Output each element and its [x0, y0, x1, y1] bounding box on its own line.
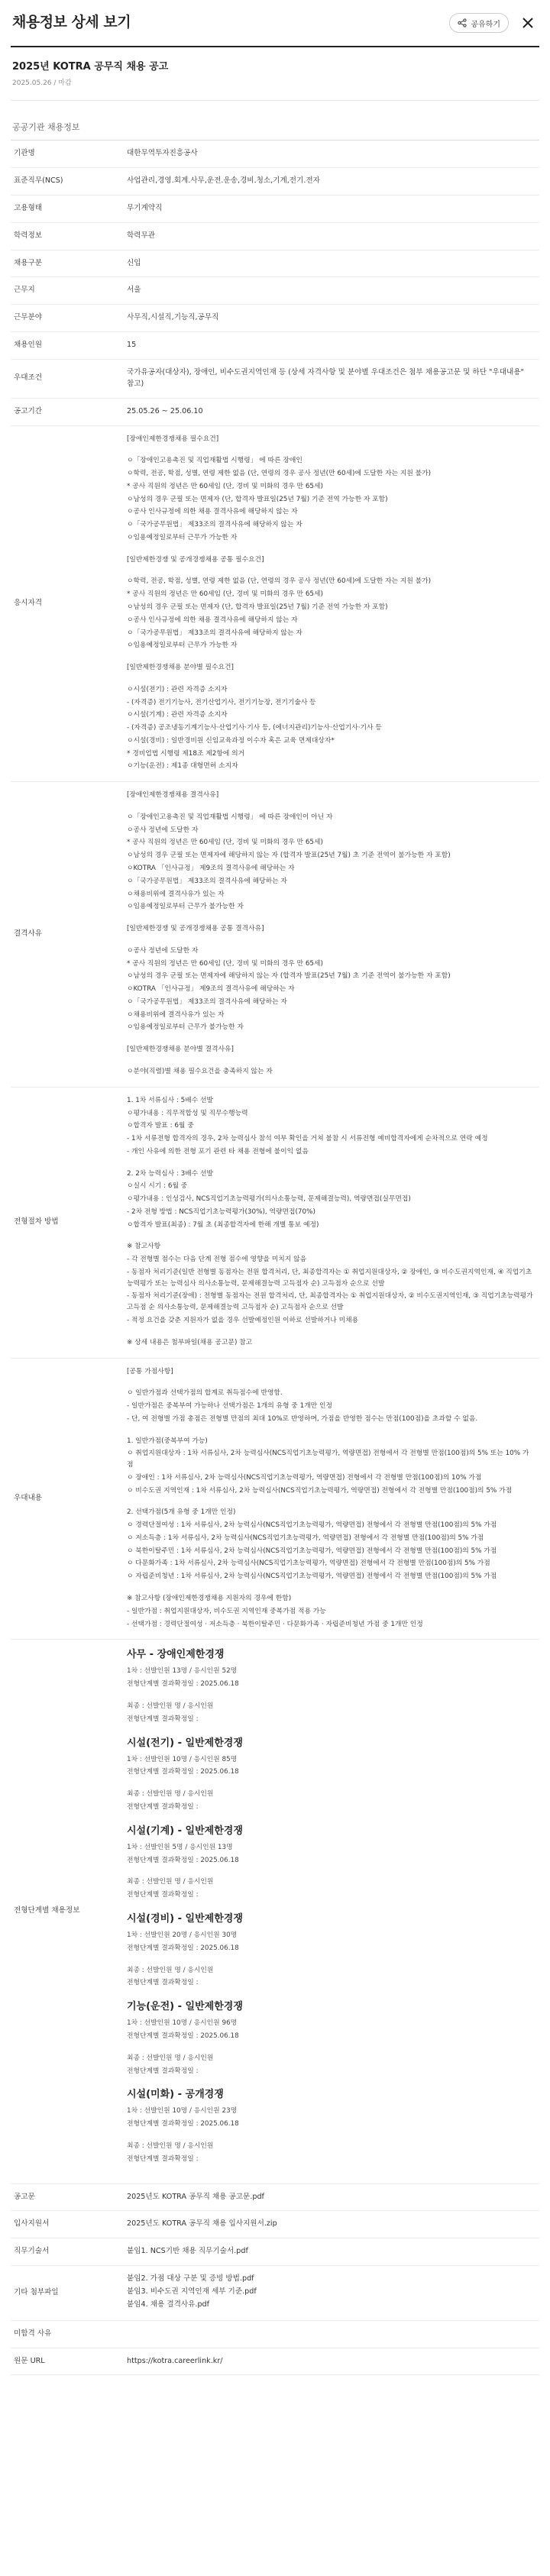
text-line: 1차 : 선발인원 10명 / 응시인원 96명	[127, 2019, 238, 2028]
text-line: ㅇ 비수도권 지역인재 : 1차 서류심사, 2차 능력심사(NCS직업기초능력평가, 역량면접) 전형에서 각 전형별 만점(100점)의 5% 가점	[127, 1486, 513, 1495]
line-gap	[127, 1498, 533, 1507]
value-employment: 무기계약직	[127, 203, 163, 212]
text-line: ㅇ 자립준비청년 : 1차 서류심사, 2차 능력심사(NCS직업기초능력평가, 역량면접) 전형에서 각 전형별 만점(100점)의 5% 가점	[127, 1572, 497, 1581]
value-unsuccessful	[121, 2321, 539, 2348]
text-line: 최종 : 선발인원 명 / 응시인원	[127, 1790, 214, 1799]
label-employment: 고용형태	[14, 203, 43, 212]
text-line: ㅇ임용예정일로부터 근무가 불가능한 자	[127, 1023, 244, 1032]
text-line: ㅇ「국가공무원법」 제33조의 결격사유에 해당하지 않는 자	[127, 521, 302, 529]
line-gap	[127, 1057, 533, 1066]
label-location: 근무지	[14, 286, 35, 295]
text-line: ㅇ「국가공무원법」 제33조의 결격사유에 해당하는 자	[127, 877, 287, 885]
label-ncs: 표준직무(NCS)	[14, 176, 63, 185]
label-application: 입사지원서	[14, 2219, 50, 2229]
share-button-label: 공유하기	[471, 20, 500, 29]
line-gap	[127, 2132, 533, 2141]
text-line: [일반제한경쟁 및 공개경쟁채용 공통 필수요건]	[127, 555, 264, 564]
label-original-url: 원문 URL	[14, 2356, 45, 2365]
text-line: ㅇ 다문화가족 : 1차 서류심사, 2차 능력심사(NCS직업기초능력평가, 역량면접) 전형에서 각 전형별 만점(100점)의 5% 가점	[127, 1559, 490, 1568]
text-line: - 개인 사유에 의한 전형 포기 관련 타 채용 전형에 불이익 없음	[127, 1147, 309, 1155]
text-line: - 단, 여 전형별 가점 총점은 전형별 만점의 최대 10%로 반영하며, 가점을 반영한 점수는 만점(100점)을 초과할 수 없음.	[127, 1414, 478, 1423]
value-work-field: 사무직,시설직,기능직,공무직	[127, 313, 219, 322]
text-line: ㅇ실시 시기 : 6월 중	[127, 1182, 188, 1191]
value-ncs: 사업관리,경영.회계.사무,운전.운송,경비.청소,기계,전기.전자	[127, 176, 320, 185]
text-line: 최종 : 선발인원 명 / 응시인원	[127, 1966, 214, 1974]
share-button[interactable]	[449, 13, 509, 33]
row-preferential	[11, 1359, 539, 1640]
value-period: 25.05.26 ~ 25.06.10	[127, 406, 203, 415]
value-preferential	[121, 1359, 539, 1640]
row-employment	[11, 196, 539, 223]
text-line: * 공사 직원의 정년은 만 60세임 (단, 경비 및 미화의 경우 만 65세)	[127, 839, 323, 847]
label-results: 전형단계별 채용정보	[14, 1906, 80, 1915]
text-line: ㅇKOTRA 「인사규정」 제9조의 결격사유에 해당하는 자	[127, 865, 295, 873]
job-result-title: 시설(전기) - 일반제한경쟁	[127, 1737, 243, 1749]
line-gap	[127, 545, 533, 554]
post-meta: 2025.05.26 / 마감	[12, 79, 72, 88]
file-link[interactable]: 붙임4. 채용 결격사유.pdf	[127, 2300, 209, 2309]
text-line: ㅇ공사 인사규정에 의한 채용 결격사유에 해당하지 않는 자	[127, 616, 298, 624]
value-headcount: 15	[127, 341, 137, 350]
line-gap	[127, 1584, 533, 1593]
text-line: - 일반가점은 중복부여 가능하나 선택가점은 1개의 유형 중 1개만 인정	[127, 1402, 332, 1411]
text-line: ㅇ채용비위에 결격사유가 있는 자	[127, 890, 225, 898]
value-process	[121, 1088, 539, 1358]
text-line: ㅇ남성의 경우 군필 또는 면제자 (단, 합격자 발표일(25년 7월) 기준 전역 가능한 자 포함)	[127, 603, 388, 611]
label-education: 학력정보	[14, 231, 43, 240]
text-line: [장애인제한경쟁채용 결격사유]	[127, 791, 219, 800]
share-icon	[458, 18, 467, 27]
text-line: 1차 : 선발인원 10명 / 응시인원 23명	[127, 2107, 238, 2115]
line-gap	[127, 1159, 533, 1168]
text-line: 전형단계별 결과확정일 : 2025.06.18	[127, 1944, 239, 1952]
text-line: - 2차 전형 방법 : NCS직업기초능력평가(30%), 역량면접(70%)	[127, 1207, 315, 1216]
post-title: 2025년 KOTRA 공무직 채용 공고	[12, 61, 169, 73]
line-gap	[127, 446, 533, 455]
text-line: 전형단계별 결과확정일 : 2025.06.18	[127, 1768, 239, 1776]
text-line: 2. 2차 능력심사 : 3배수 선발	[127, 1169, 214, 1178]
text-line: - 동점자 처리기준(장애) : 전형별 동점자는 전원 합격처리, 단, 최종합격자는 ① 취업지원대상자, ② 비수도권지역인재, ③ 직업기초능력평가 고득점 순 의사소통능력, 문제해결능력 고득점자 순) 고득점자 순으로 선발	[127, 1292, 533, 1312]
row-education	[11, 223, 539, 250]
job-result-item	[127, 1912, 533, 1989]
row-notice	[11, 2184, 539, 2212]
text-line: ㅇ학력, 전공, 학점, 성별, 연령 제한 없음 (단, 연령의 경우 공사 정년(만 60세)에 도달한 자는 지원 불가)	[127, 470, 432, 478]
line-gap	[127, 1427, 533, 1436]
text-line: ㅇ공사 인사규정에 의한 채용 결격사유에 해당하지 않는 자	[127, 508, 298, 516]
text-line: - (자격증) 전기기능사, 전기산업기사, 전기기능장, 전기기술사 등	[127, 698, 316, 706]
job-result-item	[127, 1736, 533, 1813]
text-line: ㅇ남성의 경우 군필 또는 면제자에 해당하지 않는 자 (합격자 발표(25년 7월) 초 기준 전역이 불가능한 자 포함)	[127, 852, 451, 860]
text-line: * 공사 직원의 정년은 만 60세임 (단, 경비 및 미화의 경우 만 65세)	[127, 482, 323, 490]
text-line: 전형단계별 결과확정일 : 2025.06.18	[127, 1856, 239, 1864]
text-line: 전형단계별 결과확정일 :	[127, 1802, 199, 1811]
text-line: ㅇ「장애인고용촉진 및 직업재활법 시행령」 에 따른 장애인이 아닌 자	[127, 813, 333, 821]
line-gap	[127, 653, 533, 662]
row-process	[11, 1088, 539, 1359]
text-line: 1. 1차 서류심사 : 5배수 선발	[127, 1096, 214, 1104]
row-disqualification	[11, 782, 539, 1088]
line-gap	[127, 936, 533, 945]
text-line: 2. 선택가점(5개 유형 중 1개만 인정)	[127, 1508, 236, 1517]
row-work-field	[11, 305, 539, 332]
label-preference: 우대조건	[14, 373, 43, 383]
line-gap	[127, 1779, 533, 1789]
text-line: ㅇ임용예정일로부터 근무가 불가능한 자	[127, 903, 244, 911]
text-line: ㅇ「국가공무원법」 제33조의 결격사유에 해당하는 자	[127, 997, 287, 1006]
job-result-title: 시설(미화) - 공개경쟁	[127, 2089, 224, 2101]
line-gap	[127, 1692, 533, 1701]
text-line: ㅇ 북한이탈주민 : 1차 서류심사, 2차 능력심사(NCS직업기초능력평가, 역량면접) 전형에서 각 전형별 만점(100점)의 5% 가점	[127, 1547, 497, 1555]
line-gap	[127, 1956, 533, 1965]
value-education: 학력무관	[127, 231, 156, 240]
row-period	[11, 399, 539, 426]
text-line: ※ 참고사항	[127, 1243, 161, 1251]
value-location: 서울	[127, 286, 141, 295]
row-application	[11, 2211, 539, 2238]
text-line: ㅇ「국가공무원법」 제33조의 결격사유에 해당하지 않는 자	[127, 629, 302, 637]
row-job-description	[11, 2238, 539, 2266]
post-title-area	[11, 47, 539, 101]
line-gap	[127, 914, 533, 923]
text-line: ㅇ공사 정년에 도달한 자	[127, 826, 199, 834]
text-line: 1차 : 선발인원 20명 / 응시인원 30명	[127, 1931, 238, 1940]
line-gap	[127, 1378, 533, 1388]
close-icon	[522, 17, 534, 29]
line-gap	[127, 675, 533, 684]
text-line: ㅇ공사 정년에 도달한 자	[127, 946, 199, 955]
value-qualification	[121, 426, 539, 782]
line-gap	[127, 1867, 533, 1876]
label-disqualification: 결격사유	[14, 929, 43, 939]
text-line: - (자격증) 공조냉동기계기능사·산업기사·기사 등, (에너지관리)기능사·산업기사·기사 등	[127, 724, 382, 732]
text-line: 전형단계별 결과확정일 :	[127, 1979, 199, 1987]
row-headcount	[11, 332, 539, 360]
text-line: 1차 : 선발인원 10명 / 응시인원 85명	[127, 1755, 238, 1763]
detail-table	[11, 141, 539, 2375]
page-header	[11, 0, 539, 47]
label-qualification: 응시자격	[14, 598, 43, 607]
text-line: 전형단계별 결과확정일 : 2025.06.18	[127, 2032, 239, 2041]
text-line: - 적정 요건을 갖춘 지원자가 없을 경우 선발예정인원 이하로 선발하거나 미채용	[127, 1316, 359, 1324]
text-line: ㅇ평가내용 : 인성검사, NCS직업기초능력평가(의사소통능력, 문제해결능력), 역량면접(실무면접)	[127, 1195, 411, 1204]
text-line: ㅇ 취업지원대상자 : 1차 서류심사, 2차 능력심사(NCS직업기초능력평가, 역량면접) 전형에서 각 전형별 만점(100점)의 5% 또는 10% 가점	[127, 1450, 529, 1469]
text-line: ㅇ남성의 경우 군필 또는 면제자 (단, 합격자 발표일(25년 7월) 기준 전역 가능한 자 포함)	[127, 495, 388, 503]
text-line: [일반제한경쟁 및 공개경쟁채용 공통 결격사유]	[127, 925, 264, 933]
text-line: ㅇKOTRA 「인사규정」 제9조의 결격사유에 해당하는 자	[127, 985, 295, 994]
label-notice: 공고문	[14, 2192, 35, 2201]
text-line: ㅇ합격자 발표 : 6월 중	[127, 1122, 194, 1130]
label-process: 전형절차 방법	[14, 1217, 59, 1227]
value-results	[121, 1640, 539, 2183]
text-line: ※ 상세 내용은 첨부파일(채용 공고문) 참고	[127, 1338, 253, 1346]
row-original-url	[11, 2348, 539, 2376]
text-line: ㅇ남성의 경우 군필 또는 면제자에 해당하지 않는 자 (합격자 발표(25년 7월) 초 기준 전역이 불가능한 자 포함)	[127, 972, 451, 981]
line-gap	[127, 1328, 533, 1337]
label-hire-type: 채용구분	[14, 258, 43, 267]
text-line: ㅇ평가내용 : 직무적합성 및 직무수행능력	[127, 1109, 248, 1117]
line-gap	[127, 1035, 533, 1044]
row-ncs	[11, 168, 539, 196]
job-description-file-link[interactable]: 붙임1. NCS기반 채용 직무기술서.pdf	[127, 2247, 248, 2256]
text-line: - 동점자 처리기준(일반 전형별 동점자는 전원 합격처리, 단, 최종합격자는 ① 취업지원대상자, ② 장애인, ③ 비수도권지역인재, ④ 직업기초능력평가 또는 능력심사 의사소통능력, 문제해결능력 고득점자 순) 고득점자 순으로 선발	[127, 1268, 532, 1288]
text-line: ㅇ시설(경비) : 일반경비원 신임교육과정 이수자 혹은 교육 면제대상자*	[127, 736, 335, 745]
value-other-files	[121, 2266, 539, 2320]
text-line: [장애인제한경쟁채용 필수요건]	[127, 435, 219, 443]
label-preferential: 우대내용	[14, 1493, 43, 1502]
text-line: * 공사 직원의 정년은 만 60세임 (단, 경비 및 미화의 경우 만 65세)	[127, 959, 323, 968]
text-line: ㅇ학력, 전공, 학점, 성별, 연령 제한 없음 (단, 연령의 경우 공사 정년(만 60세)에 도달한 자는 지원 불가)	[127, 577, 432, 586]
row-hire-type	[11, 250, 539, 278]
text-line: 최종 : 선발인원 명 / 응시인원	[127, 1702, 214, 1710]
job-result-title: 시설(기계) - 일반제한경쟁	[127, 1825, 243, 1837]
row-qualification	[11, 426, 539, 783]
text-line: ㅇ 일반가점과 선택가점의 합계로 취득점수에 반영함.	[127, 1389, 283, 1398]
original-url-link[interactable]: https://kotra.careerlink.kr/	[127, 2356, 223, 2365]
application-file-link[interactable]: 2025년도 KOTRA 공무직 채용 입사지원서.zip	[127, 2219, 277, 2229]
text-line: ㅇ임용예정일로부터 근무가 가능한 자	[127, 533, 238, 541]
text-line: 1차 : 선발인원 13명 / 응시인원 52명	[127, 1667, 238, 1676]
text-line: ※ 참고사항 (장애인제한경쟁채용 지원자의 경우에 한함)	[127, 1595, 292, 1602]
text-line: ㅇ기능(운전) : 제1종 대형면허 소지자	[127, 762, 238, 771]
header-actions	[449, 13, 538, 33]
label-other-files: 기타 첨부파일	[14, 2287, 59, 2296]
text-line: * 경비업법 시행령 제18조 제2항에 의거	[127, 749, 245, 758]
text-line: * 공사 직원의 정년은 만 60세임 (단, 경비 및 미화의 경우 만 65세)	[127, 590, 323, 599]
value-disqualification	[121, 782, 539, 1087]
label-agency: 기관명	[14, 149, 35, 158]
text-line: [일반제한경쟁채용 분야별 결격사유]	[127, 1046, 234, 1054]
job-result-item	[127, 1999, 533, 2077]
text-line: 전형단계별 결과확정일 : 2025.06.18	[127, 1680, 239, 1689]
text-line: ㅇ시설(기계) : 관련 자격증 소지자	[127, 711, 228, 719]
job-result-title: 사무 - 장애인제한경쟁	[127, 1649, 225, 1661]
text-line: 전형단계별 결과확정일 :	[127, 2154, 199, 2163]
text-line: 1차 : 선발인원 5명 / 응시인원 13명	[127, 1843, 233, 1851]
file-link[interactable]: 붙임2. 가점 대상 구분 및 증빙 방법.pdf	[127, 2274, 254, 2283]
text-line: ㅇ합격자 발표(최종) : 7월 초 (최종합격자에 한해 개별 통보 예정)	[127, 1220, 319, 1229]
notice-file-link[interactable]: 2025년도 KOTRA 공무직 채용 공고문.pdf	[127, 2192, 264, 2201]
text-line: 전형단계별 결과확정일 :	[127, 1891, 199, 1899]
job-result-item	[127, 1824, 533, 1901]
label-work-field: 근무분야	[14, 313, 43, 322]
text-line: ㅇ시설(전기) : 관련 자격증 소지자	[127, 685, 228, 693]
text-line: ㅇ분야(직렬)별 채용 필수요건을 충족하지 않는 자	[127, 1067, 273, 1075]
row-location	[11, 277, 539, 305]
line-gap	[127, 803, 533, 812]
row-preference	[11, 360, 539, 399]
text-line: [공통 가점사항]	[127, 1367, 173, 1375]
job-result-title: 기능(운전) - 일반제한경쟁	[127, 2001, 243, 2013]
job-result-item	[127, 2087, 533, 2164]
text-line: 최종 : 선발인원 명 / 응시인원	[127, 1878, 214, 1886]
text-line: 전형단계별 결과확정일 :	[127, 1715, 199, 1723]
line-gap	[127, 1232, 533, 1241]
job-result-item	[127, 1647, 533, 1724]
close-button[interactable]	[518, 13, 538, 33]
value-agency: 대한무역투자진흥공사	[127, 149, 198, 158]
label-unsuccessful: 미합격 사유	[14, 2329, 52, 2338]
text-line: 최종 : 선발인원 명 / 응시인원	[127, 2054, 214, 2062]
text-line: ㅇ「장애인고용촉진 및 직업재활법 시행령」 에 따른 장애인	[127, 457, 302, 465]
text-line: - 각 전형별 점수는 다음 단계 전형 점수에 영향을 미치지 않음	[127, 1256, 307, 1264]
text-line: - 일반가점 : 취업지원대상자, 비수도권 지역인재 중복가점 적용 가능	[127, 1607, 326, 1615]
value-hire-type: 신입	[127, 258, 141, 267]
section-title: 공공기관 채용정보	[11, 101, 539, 141]
file-link[interactable]: 붙임3. 비수도권 지역인재 세부 기준.pdf	[127, 2287, 257, 2296]
text-line: ㅇ채용비위에 결격사유가 있는 자	[127, 1010, 225, 1019]
row-agency	[11, 141, 539, 168]
value-preference: 국가유공자(대상자), 장애인, 비수도권지역인재 등 (상세 자격사항 및 분야별 우대조건은 첨부 채용공고문 및 하단 "우대내용" 참고)	[127, 368, 524, 388]
row-unsuccessful	[11, 2321, 539, 2348]
label-period: 공고기간	[14, 406, 43, 415]
text-line: 최종 : 선발인원 명 / 응시인원	[127, 2141, 214, 2150]
text-line: ㅇ 장애인 : 1차 서류심사, 2차 능력심사(NCS직업기초능력평가, 역량면접) 전형에서 각 전형별 만점(100점)의 10% 가점	[127, 1473, 482, 1482]
text-line: ㅇ 경력단절여성 : 1차 서류심사, 2차 능력심사(NCS직업기초능력평가, 역량면접) 전형에서 각 전형별 만점(100점)의 5% 가점	[127, 1521, 497, 1530]
row-results	[11, 1640, 539, 2183]
text-line: 전형단계별 결과확정일 :	[127, 2067, 199, 2075]
line-gap	[127, 2044, 533, 2053]
text-line: ㅇ 저소득층 : 1차 서류심사, 2차 능력심사(NCS직업기초능력평가, 역량면접) 전형에서 각 전형별 만점(100점)의 5% 가점	[127, 1534, 484, 1542]
text-line: ㅇ임용예정일로부터 근무가 가능한 자	[127, 642, 238, 650]
text-line: 1. 일반가점(중복부여 가능)	[127, 1437, 208, 1445]
label-headcount: 채용인원	[14, 341, 43, 350]
text-line: [일반제한경쟁채용 분야별 필수요건]	[127, 664, 234, 672]
text-line: - 1차 서류전형 합격자의 경우, 2차 능력심사 참석 여부 확인을 거쳐 불참 시 서류전형 예비합격자에게 순차적으로 연락 예정	[127, 1135, 488, 1143]
text-line: 전형단계별 결과확정일 : 2025.06.18	[127, 2120, 239, 2128]
row-other-files	[11, 2266, 539, 2321]
line-gap	[127, 567, 533, 576]
job-result-title: 시설(경비) - 일반제한경쟁	[127, 1912, 243, 1925]
text-line: - 선택가점 : 경력단절여성 · 저소득층 · 북한이탈주민 · 다문화가족 · 자립준비청년 가점 중 1개만 인정	[127, 1620, 423, 1628]
label-job-description: 직무기술서	[14, 2247, 50, 2256]
page-title: 채용정보 상세 보기	[12, 14, 131, 31]
